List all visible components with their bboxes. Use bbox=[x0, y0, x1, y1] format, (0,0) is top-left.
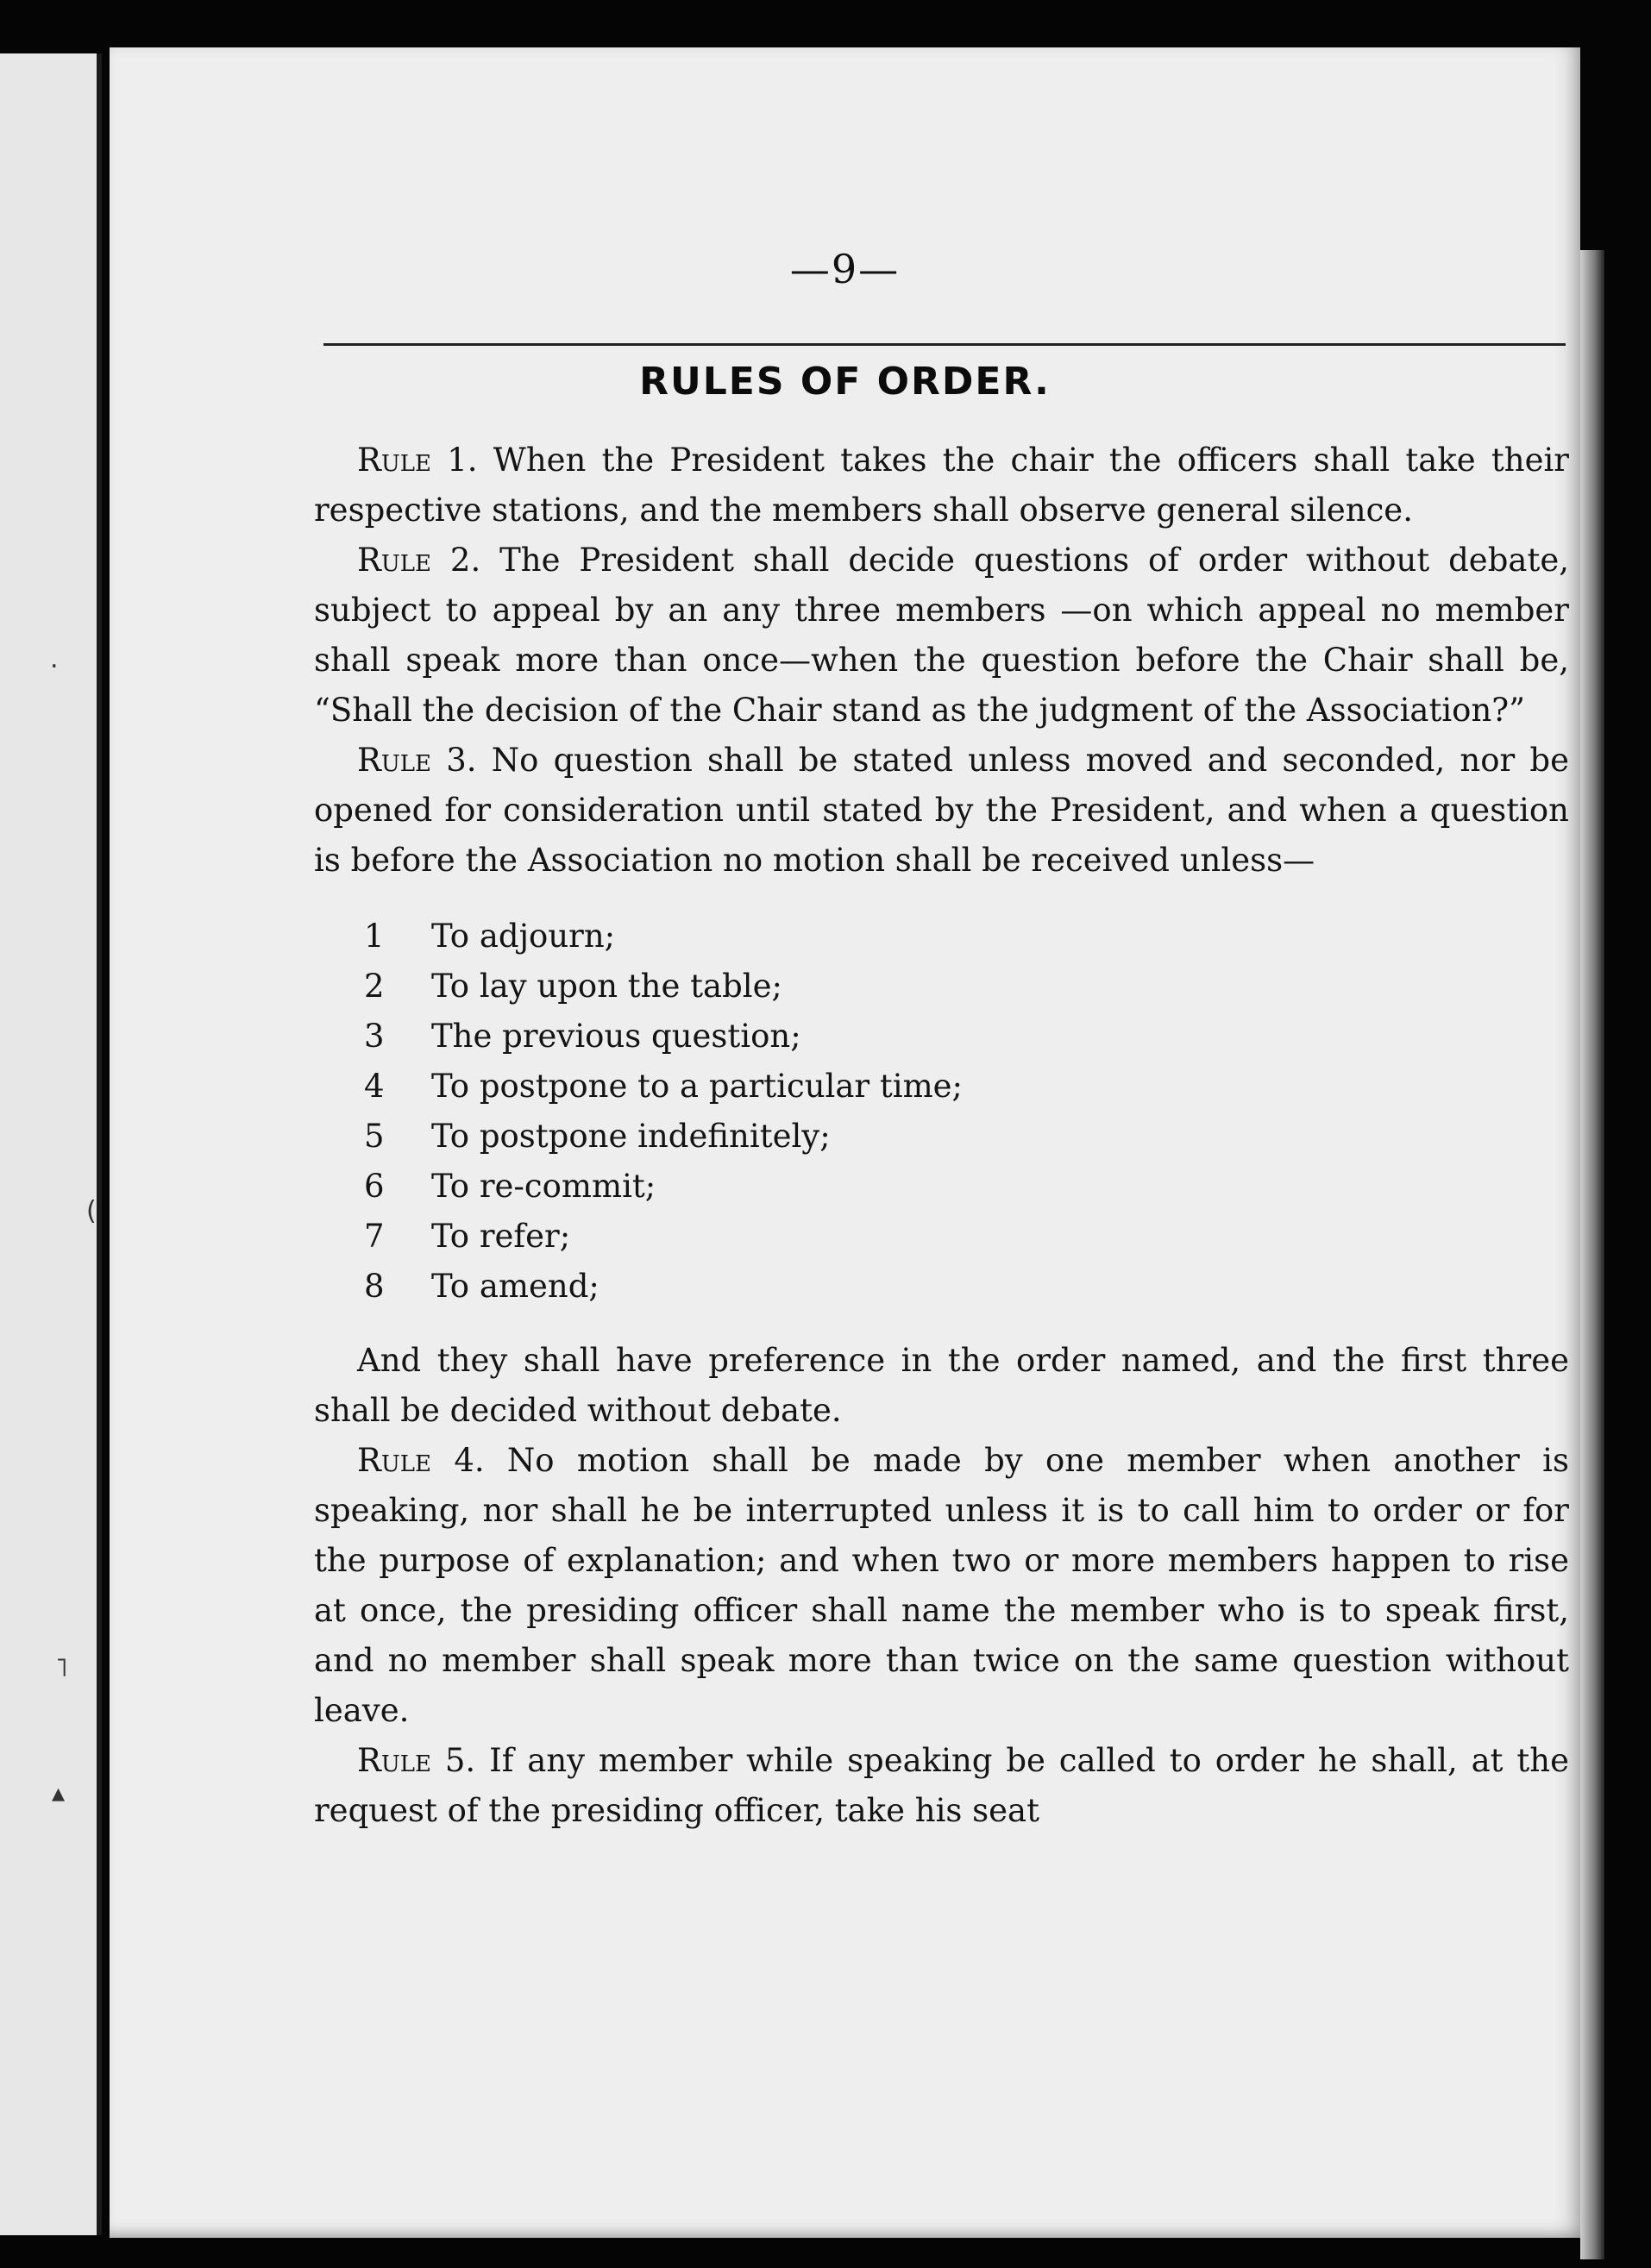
page-number: —9— bbox=[789, 246, 901, 292]
page-edge-shadow bbox=[1580, 250, 1604, 2259]
list-text: To refer; bbox=[431, 1218, 571, 1255]
list-number: 1 bbox=[364, 918, 385, 955]
rule-text: When the President takes the chair the officers shall take their respective stations, and the members shall observe general silence. bbox=[314, 442, 1569, 529]
motions-list bbox=[364, 912, 1569, 1312]
list-item bbox=[364, 1112, 1569, 1162]
list-text: To amend; bbox=[431, 1268, 600, 1305]
list-item bbox=[364, 912, 1569, 962]
list-item bbox=[364, 1062, 1569, 1112]
list-item bbox=[364, 1212, 1569, 1262]
rule-label: Rule 5. bbox=[357, 1742, 476, 1779]
rule-text: No motion shall be made by one member when another is speaking, nor shall he be interrupted unless it is to call him to order or for the purpose of explanation; and when two or more members happen to rise at once, the presiding officer shall name the member who is to speak first, and no member shall speak more than twice on the same question without leave. bbox=[314, 1442, 1569, 1729]
header-divider bbox=[323, 343, 1566, 346]
list-number: 7 bbox=[364, 1218, 385, 1255]
list-number: 2 bbox=[364, 968, 385, 1005]
rule-label: Rule 1. bbox=[357, 442, 478, 479]
rule-2 bbox=[314, 536, 1569, 736]
list-text: To postpone to a particular time; bbox=[431, 1068, 964, 1105]
list-number: 4 bbox=[364, 1068, 385, 1105]
rule-text: No question shall be stated unless moved and seconded, nor be opened for consideration until stated by the President, and when a question is before the Association no motion shall be received unless— bbox=[314, 742, 1569, 879]
list-text: To adjourn; bbox=[431, 918, 616, 955]
list-text: To lay upon the table; bbox=[431, 968, 782, 1005]
list-item bbox=[364, 1162, 1569, 1212]
rule-1 bbox=[314, 435, 1569, 536]
document-page bbox=[110, 47, 1580, 2238]
page-title: RULES OF ORDER. bbox=[639, 360, 1051, 404]
rule-3 bbox=[314, 736, 1569, 886]
book-gutter bbox=[97, 53, 102, 2235]
margin-mark: ( bbox=[86, 1196, 97, 1226]
margin-mark: . bbox=[50, 644, 59, 674]
list-text: To postpone indefinitely; bbox=[431, 1118, 831, 1155]
list-item bbox=[364, 1012, 1569, 1062]
rule-4 bbox=[314, 1436, 1569, 1736]
rules-body bbox=[314, 435, 1569, 1836]
list-number: 3 bbox=[364, 1018, 385, 1055]
list-item bbox=[364, 962, 1569, 1012]
list-number: 5 bbox=[364, 1118, 385, 1155]
rule-5 bbox=[314, 1736, 1569, 1836]
list-item bbox=[364, 1262, 1569, 1312]
preference-paragraph: And they shall have preference in the order named, and the first three shall be decided without debate. bbox=[314, 1342, 1569, 1429]
list-number: 6 bbox=[364, 1168, 385, 1205]
rule-text: The President shall decide questions of order without debate, subject to appeal by an any three members —on which appeal no member shall speak more than once—when the question before the Chair shall be, “Shall the decision of the Chair stand as the judgment of the Association?” bbox=[314, 542, 1569, 729]
margin-mark: ˥ bbox=[55, 1653, 68, 1683]
list-text: The previous question; bbox=[431, 1018, 801, 1055]
rule-text: If any member while speaking be called to order he shall, at the request of the presiding officer, take his seat bbox=[314, 1742, 1569, 1829]
rule-label: Rule 2. bbox=[357, 542, 481, 579]
rule-label: Rule 4. bbox=[357, 1442, 485, 1479]
rule-label: Rule 3. bbox=[357, 742, 477, 779]
list-text: To re-commit; bbox=[431, 1168, 656, 1205]
facing-page-edge bbox=[0, 53, 102, 2235]
list-number: 8 bbox=[364, 1268, 385, 1305]
margin-mark: ▴ bbox=[52, 1778, 66, 1808]
